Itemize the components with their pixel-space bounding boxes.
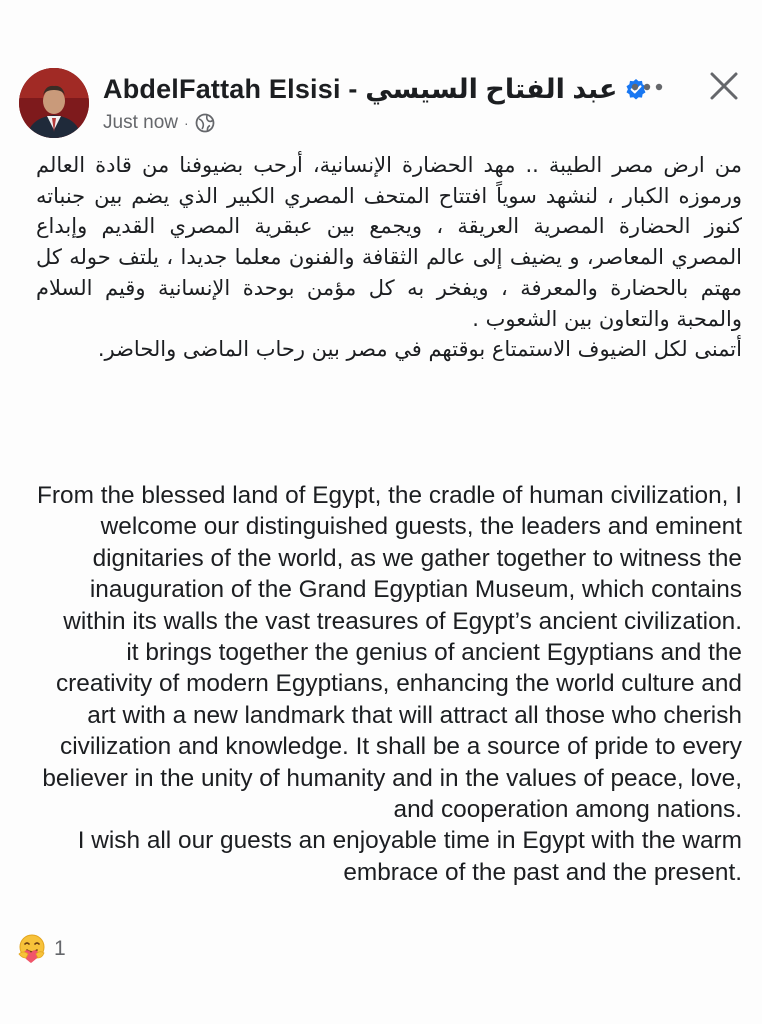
post-text-arabic: من ارض مصر الطيبة .. مهد الحضارة الإنسانية، أرحب بضيوفنا من قادة العالم ورموزه الكبار ، لنشهد سوياً افتتاح المتحف المصري الكبير الذي يضم بين جنباته كنوز الحضارة المصرية العريقة ، ويجمع بين عبقرية المصري القديم وإبداع المصري المعاصر، و يضيف إلى عالم الثقافة والفنون معلما جديدا ، يلتف حوله كل مهتم بالحضارة والمعرفة ، ويفخر به كل مؤمن بوحدة الإنسانية وقيم السلام والمحبة والتعاون بين الشعوب . أتمنى لكل الضيوف الاستمتاع بوقتهم في مصر بين رحاب الماضى والحاضر.: [36, 153, 742, 362]
globe-icon[interactable]: [195, 113, 215, 133]
more-options-button[interactable]: [625, 70, 669, 104]
close-button[interactable]: [704, 66, 744, 106]
post-text-english: [26, 480, 742, 888]
post-meta: [103, 110, 215, 136]
more-options-icon: [630, 82, 664, 92]
post-paragraph: I wish all our guests an enjoyable time in Egypt with the warm embrace of the past and the present.: [77, 827, 742, 886]
reactions-summary[interactable]: [17, 932, 66, 966]
author-name[interactable]: AbdelFattah Elsisi - عبد الفتاح السيسي: [103, 73, 618, 104]
avatar-image: [19, 68, 89, 138]
post-timestamp[interactable]: Just now: [103, 112, 178, 133]
avatar[interactable]: [19, 68, 89, 138]
post-header: [103, 70, 647, 108]
care-reaction-icon: [17, 933, 49, 965]
meta-separator: ·: [183, 115, 189, 131]
reaction-count: 1: [54, 937, 66, 960]
post-paragraph: From the blessed land of Egypt, the cradle of human civilization, I welcome our distinguished guests, the leaders and eminent dignitaries of the world, as we gather together to witness the inauguration of the Grand Egyptian Museum, which contains within its walls the vast treasures of Egypt’s ancient civilization.: [37, 482, 742, 635]
post-paragraph: it brings together the genius of ancient Egyptians and the creativity of modern Egyptians, enhancing the world culture and art with a new landmark that will attract all those who cherish civilization and knowledge. It shall be a source of pride to every believer in the unity of humanity and in the values of peace, love, and cooperation among nations.: [42, 639, 742, 824]
close-icon: [709, 71, 739, 101]
